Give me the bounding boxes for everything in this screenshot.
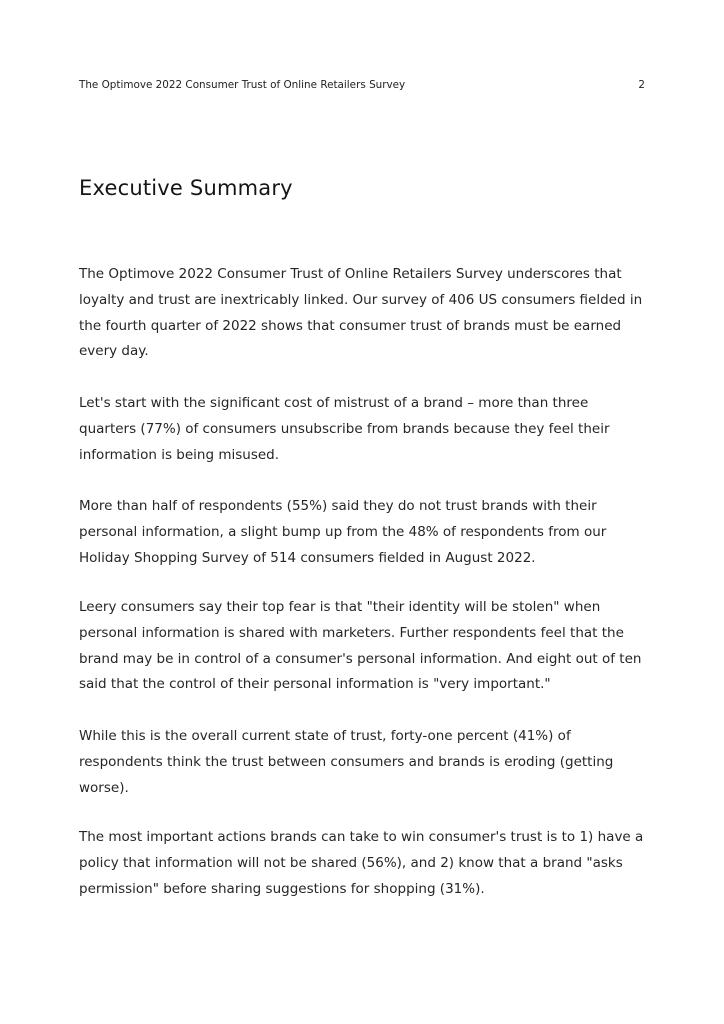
body-paragraph: Let's start with the significant cost of mistrust of a brand – more than three quarters (77%) of consumers unsubscribe from brands because they feel their information is being misused. — [79, 395, 610, 463]
page-number: 2 — [638, 79, 645, 91]
body-paragraph: The Optimove 2022 Consumer Trust of Online Retailers Survey underscores that loyalty and trust are inextricably linked. Our survey of 406 US consumers fielded in the fourth quarter of 2022 shows that consumer trust of brands must be earned every day. — [79, 266, 643, 360]
body-paragraph: The most important actions brands can take to win consumer's trust is to 1) have a policy that information will not be shared (56%), and 2) know that a brand "asks permission" before sharing suggestions for shopping (31%). — [79, 829, 644, 897]
body-paragraph: While this is the overall current state of trust, forty-one percent (41%) of respondents think the trust between consumers and brands is eroding (getting worse). — [79, 728, 614, 796]
running-header-title: The Optimove 2022 Consumer Trust of Online Retailers Survey — [79, 79, 406, 91]
page-title: Executive Summary — [79, 176, 293, 200]
body-paragraph: More than half of respondents (55%) said they do not trust brands with their personal information, a slight bump up from the 48% of respondents from our Holiday Shopping Survey of 514 consumers fielded in August 2022. — [79, 498, 607, 566]
body-paragraph: Leery consumers say their top fear is that "their identity will be stolen" when personal information is shared with marketers. Further respondents feel that the brand may be in control of a consumer's personal information. And eight out of ten said that the control of their personal information is "very important." — [79, 599, 642, 693]
page-header — [79, 77, 645, 93]
